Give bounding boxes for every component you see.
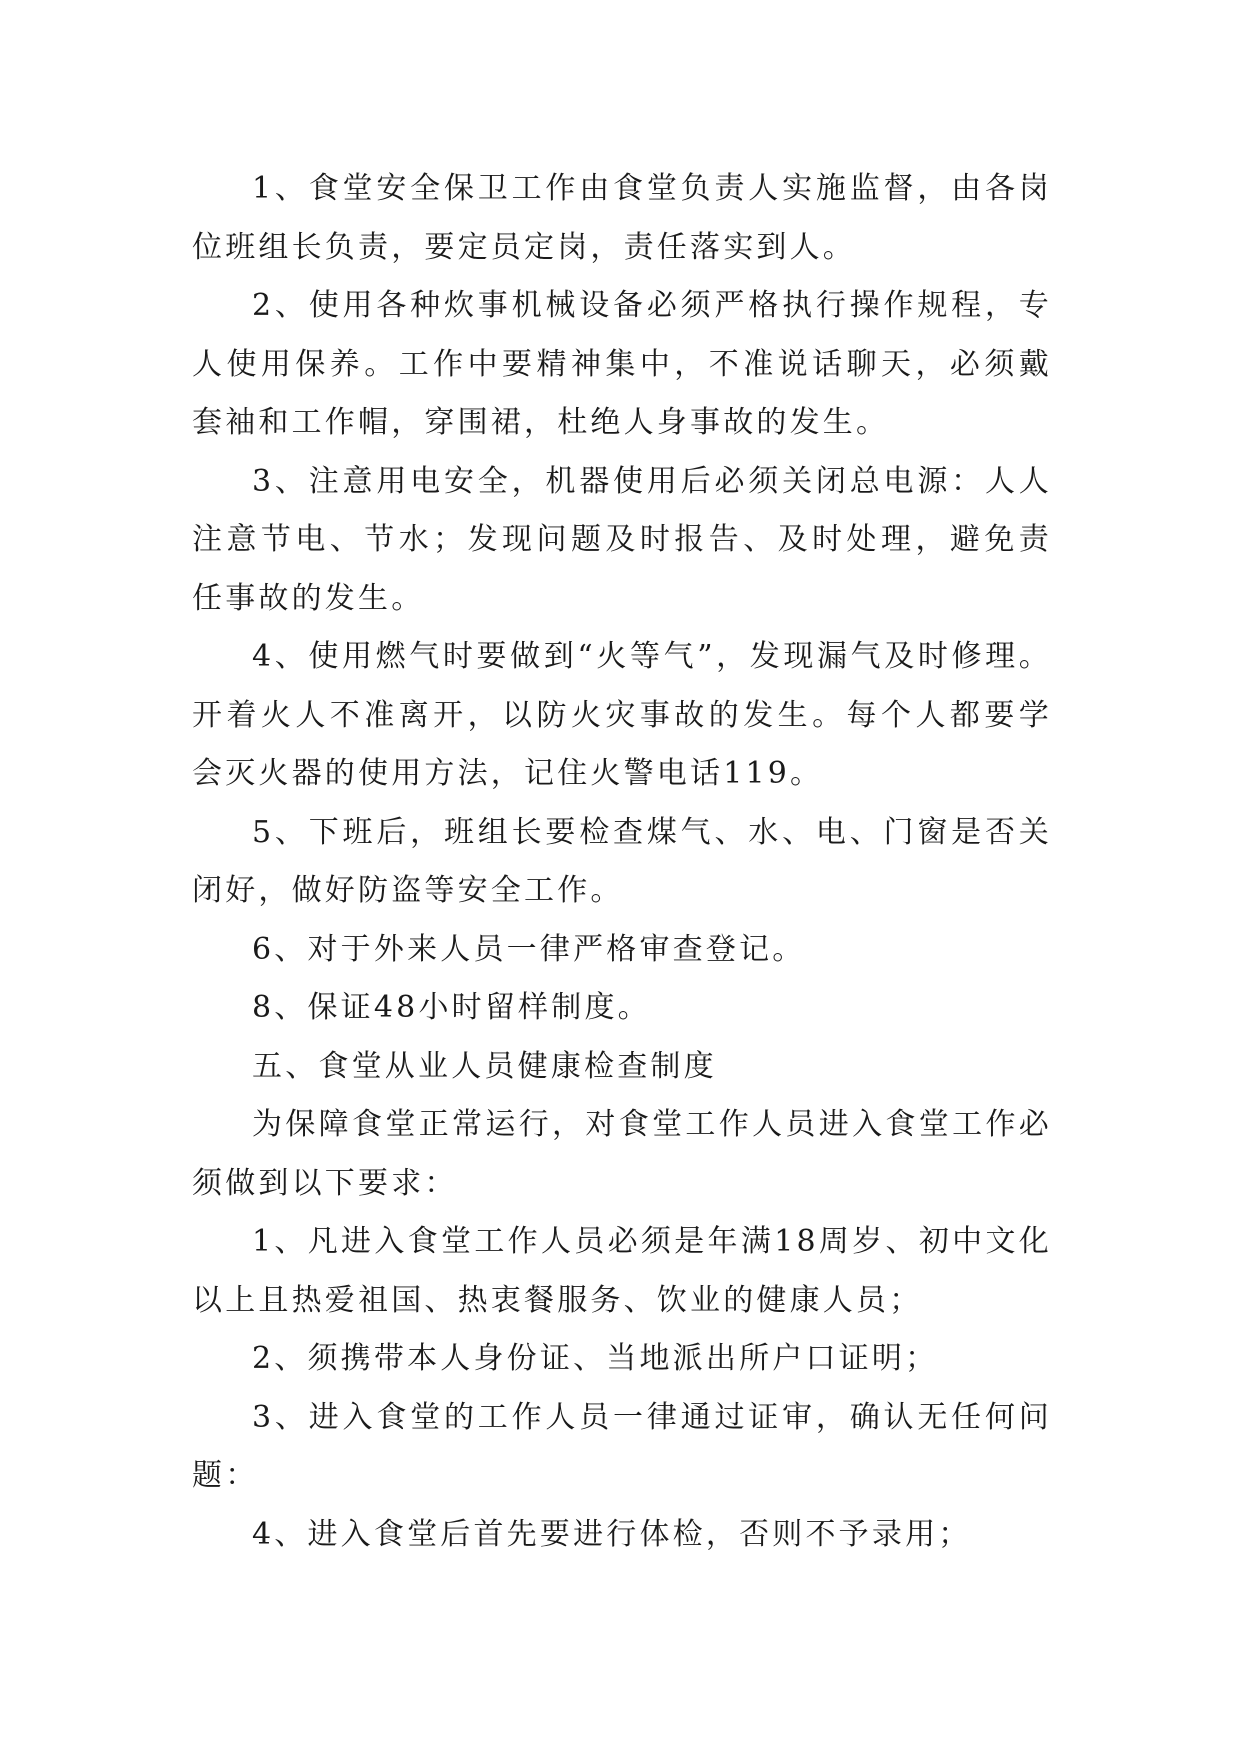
paragraph-rule-1: 1、食堂安全保卫工作由食堂负责人实施监督，由各岗位班组长负责，要定员定岗，责任落实到人。: [192, 171, 1052, 265]
paragraph-intro: 为保障食堂正常运行，对食堂工作人员进入食堂工作必须做到以下要求：: [192, 1107, 1052, 1201]
paragraph-requirement-3: 3、进入食堂的工作人员一律通过证审，确认无任何问题：: [192, 1399, 1052, 1493]
paragraph-rule-2: 2、使用各种炊事机械设备必须严格执行操作规程，专人使用保养。工作中要精神集中，不准说话聊天，必须戴套袖和工作帽，穿围裙，杜绝人身事故的发生。: [192, 288, 1052, 440]
paragraph-rule-3: 3、注意用电安全，机器使用后必须关闭总电源：人人注意节电、节水；发现问题及时报告、及时处理，避免责任事故的发生。: [192, 463, 1052, 616]
paragraph-rule-4: 4、使用燃气时要做到“火等气”，发现漏气及时修理。开着火人不准离开，以防火灾事故的发生。每个人都要学会灭火器的使用方法，记住火警电话119。: [192, 639, 1052, 791]
section-heading: 五、食堂从业人员健康检查制度: [252, 1048, 717, 1084]
document-body: [192, 160, 1052, 1564]
paragraph-requirement-2: 2、须携带本人身份证、当地派出所户口证明；: [252, 1341, 939, 1376]
paragraph-rule-5: 5、下班后，班组长要检查煤气、水、电、门窗是否关闭好，做好防盗等安全工作。: [192, 814, 1052, 908]
paragraph-requirement-4: 4、进入食堂后首先要进行体检，否则不予录用；: [252, 1516, 972, 1552]
paragraph-rule-6: 6、对于外来人员一律严格审查登记。: [252, 931, 806, 967]
paragraph-requirement-1: 1、凡进入食堂工作人员必须是年满18周岁、初中文化以上且热爱祖国、热衷餐服务、饮业的健康人员；: [192, 1224, 1052, 1318]
paragraph-rule-8: 8、保证48小时留样制度。: [252, 990, 651, 1025]
